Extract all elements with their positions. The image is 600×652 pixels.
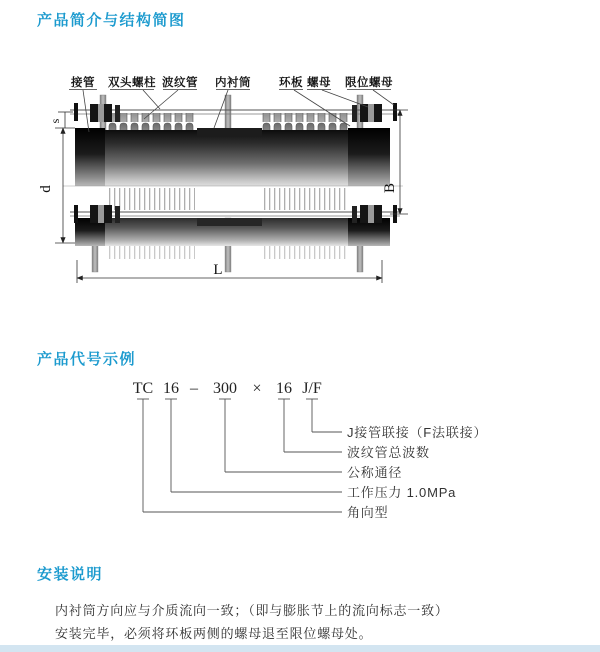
callout-nominal-diameter: 公称通径: [347, 465, 403, 480]
code-dash: –: [190, 380, 198, 397]
code-connectors: [137, 399, 342, 512]
footer-strip: [0, 645, 600, 652]
callout-working-pressure: 工作压力 1.0MPa: [347, 485, 457, 500]
leader-double-stud: [143, 90, 160, 109]
bellows-fins-upper-left: [107, 188, 195, 210]
dim-label-l: L: [213, 262, 223, 278]
expansion-joint-diagram: [28, 62, 418, 290]
code-waves: 16: [276, 380, 292, 397]
liner-band-bottom: [197, 218, 262, 226]
code-pressure: 16: [163, 380, 179, 397]
part-label-bellows: 波纹管: [162, 77, 198, 89]
dim-label-b: B: [382, 182, 398, 194]
callout-wave-count: 波纹管总波数: [347, 445, 430, 460]
bellows-fins-lower-right: [261, 245, 349, 259]
callout-angular-type: 角向型: [347, 505, 389, 520]
stud-top-center: [225, 95, 231, 130]
dim-label-s: s: [48, 118, 62, 124]
code-diameter: 300: [213, 380, 237, 397]
section-title-install: 安装说明: [37, 566, 104, 583]
code-times: ×: [252, 380, 262, 397]
part-label-limit-nut: 限位螺母: [345, 77, 393, 89]
bellows-ridges-left: [107, 113, 195, 131]
part-label-double-stud: 双头螺柱: [108, 77, 156, 89]
bellows-fins-upper-right: [261, 188, 349, 210]
part-label-connecting-pipe: 接管: [71, 77, 95, 89]
bellows-fins-lower-left: [107, 245, 195, 259]
liner-band-top: [197, 128, 262, 137]
section-title-intro: 产品简介与结构简图: [37, 12, 186, 29]
code-model: TC: [132, 380, 154, 397]
end-pipe-right: [348, 128, 390, 186]
leader-connecting-pipe: [83, 90, 89, 132]
leader-limit-nut: [373, 90, 394, 105]
end-pipe-left: [75, 128, 105, 186]
callout-connection: J接管联接（F法联接）: [347, 425, 488, 440]
joint-body-top: [75, 130, 390, 186]
install-note-line2: 安装完毕，必须将环板两侧的螺母退至限位螺母处。: [55, 626, 373, 641]
bellows-ridges-right: [261, 113, 349, 131]
product-code-diagram: [0, 372, 600, 532]
part-label-ring-plate: 环板: [279, 77, 303, 89]
part-label-inner-liner: 内衬筒: [215, 77, 251, 89]
part-label-nut: 螺母: [307, 77, 331, 89]
code-connection: J/F: [302, 380, 322, 397]
dim-label-d: d: [38, 185, 54, 193]
install-note-line1: 内衬筒方向应与介质流向一致；（即与膨胀节上的流向标志一致）: [55, 603, 449, 618]
section-title-code: 产品代号示例: [37, 351, 137, 368]
